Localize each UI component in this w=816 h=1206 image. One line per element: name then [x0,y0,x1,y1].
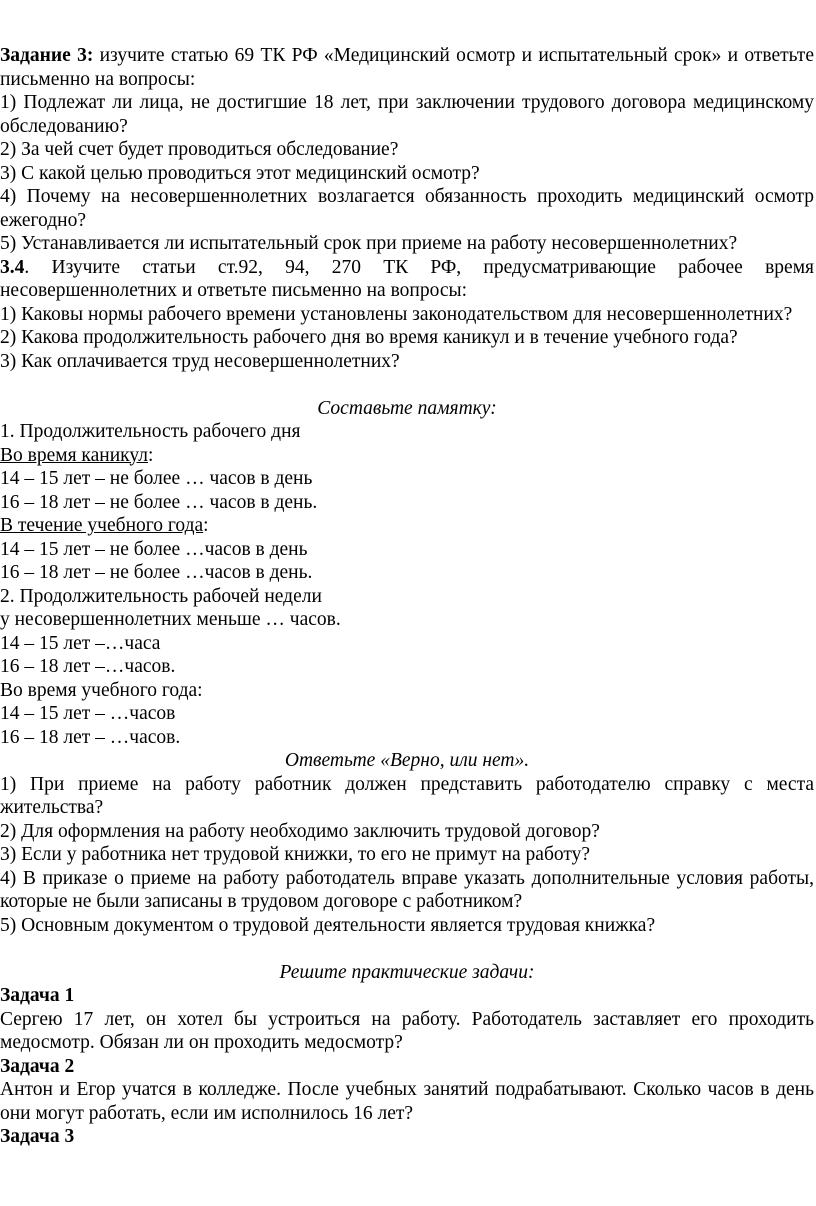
task34-question-1: 1) Каковы нормы рабочего времени установлены законодательством для несовершеннолетних? [0,303,793,325]
task34-intro [0,256,814,303]
memo-week-school-line-1: 14 – 15 лет – …часов [0,703,176,724]
task3-label: Задание 3: [0,45,94,66]
memo-school-label: В течение учебного года [0,515,204,536]
task34-label: 3.4 [0,256,25,278]
truefalse-item-1: 1) При приеме на работу работник должен представить работодателю справку с места жительства? [0,773,814,818]
practice-task-1-title [0,984,814,1008]
practice-task-2-title-text: Задача 2 [0,1055,75,1077]
memo-week-school-label: Во время учебного года: [0,679,203,701]
memo-vacation: Во время каникул: [0,444,154,466]
memo-school-line-1: 14 – 15 лет – не более …часов в день [0,538,308,560]
task3-question-4: 4) Почему на несовершеннолетних возлагается обязанность проходить медицинский осмотр ежегодно? [0,186,814,231]
task34-intro-text: . Изучите статьи ст.92, 94, 270 ТК РФ, предусматривающие рабочее время несовершеннолетних и ответьте письменно на вопросы: [0,256,814,301]
practice-task-3-title [0,1125,814,1149]
spacer [0,373,814,397]
truefalse-item-2: 2) Для оформления на работу необходимо заключить трудовой договор? [0,820,600,842]
memo-week-line-2: 16 – 18 лет –…часов. [0,656,176,677]
spacer [0,937,814,961]
truefalse-item-3: 3) Если у работника нет трудовой книжки, то его не примут на работу? [0,844,591,865]
memo-school: В течение учебного года: [0,515,209,536]
memo-school-line-2: 16 – 18 лет – не более …часов в день. [0,562,313,583]
task34-question-2: 2) Какова продолжительность рабочего дня во время каникул и в течение учебного года? [0,327,738,348]
task3-question-5: 5) Устанавливается ли испытательный срок при приеме на работу несовершеннолетних? [0,233,738,254]
truefalse-item-4: 4) В приказе о приеме на работу работодатель вправе указать дополнительные условия работы, которые не были записаны в трудовом договоре с работником? [0,867,814,912]
practice-task-3-title-text: Задача 3 [0,1126,75,1147]
practice-heading: Решите практические задачи: [279,961,535,983]
practice-task-1-title-text: Задача 1 [0,985,75,1006]
memo-heading: Составьте памятку: [317,397,497,419]
memo-week-school-line-2: 16 – 18 лет – …часов. [0,726,181,748]
memo-day-title: 1. Продолжительность рабочего дня [0,421,301,442]
practice-task-1-text: Сергею 17 лет, он хотел бы устроиться на работу. Работодатель заставляет его проходить медосмотр. Обязан ли он проходить медосмотр? [0,1008,814,1053]
truefalse-item-5: 5) Основным документом о трудовой деятельности является трудовая книжка? [0,914,656,936]
memo-week-sub: у несовершеннолетних меньше … часов. [0,609,341,630]
task34-question-3: 3) Как оплачивается труд несовершеннолетних? [0,350,400,372]
task3-intro-text: изучите статью 69 ТК РФ «Медицинский осмотр и испытательный срок» и ответьте письменно на вопросы: [0,45,814,90]
memo-vacation-label: Во время каникул [0,444,148,466]
task3-question-2: 2) За чей счет будет проводиться обследование? [0,139,399,160]
memo-vacation-line-1: 14 – 15 лет – не более … часов в день [0,468,313,489]
task3-intro [0,44,814,91]
memo-vacation-line-2: 16 – 18 лет – не более … часов в день. [0,491,318,513]
truefalse-heading: Ответьте «Верно, или нет». [284,750,530,771]
memo-week-title: 2. Продолжительность рабочей недели [0,585,322,607]
task3-question-1: 1) Подлежат ли лица, не достигшие 18 лет, при заключении трудового договора медицинскому обследованию? [0,92,814,137]
practice-task-2-text: Антон и Егор учатся в колледже. После учебных занятий подрабатывают. Сколько часов в день они могут работать, если им исполнилось 16 лет? [0,1079,814,1124]
practice-task-2-title [0,1055,814,1079]
memo-week-line-1: 14 – 15 лет –…часа [0,632,161,654]
task3-question-3: 3) С какой целью проводиться этот медицинский осмотр? [0,162,480,184]
